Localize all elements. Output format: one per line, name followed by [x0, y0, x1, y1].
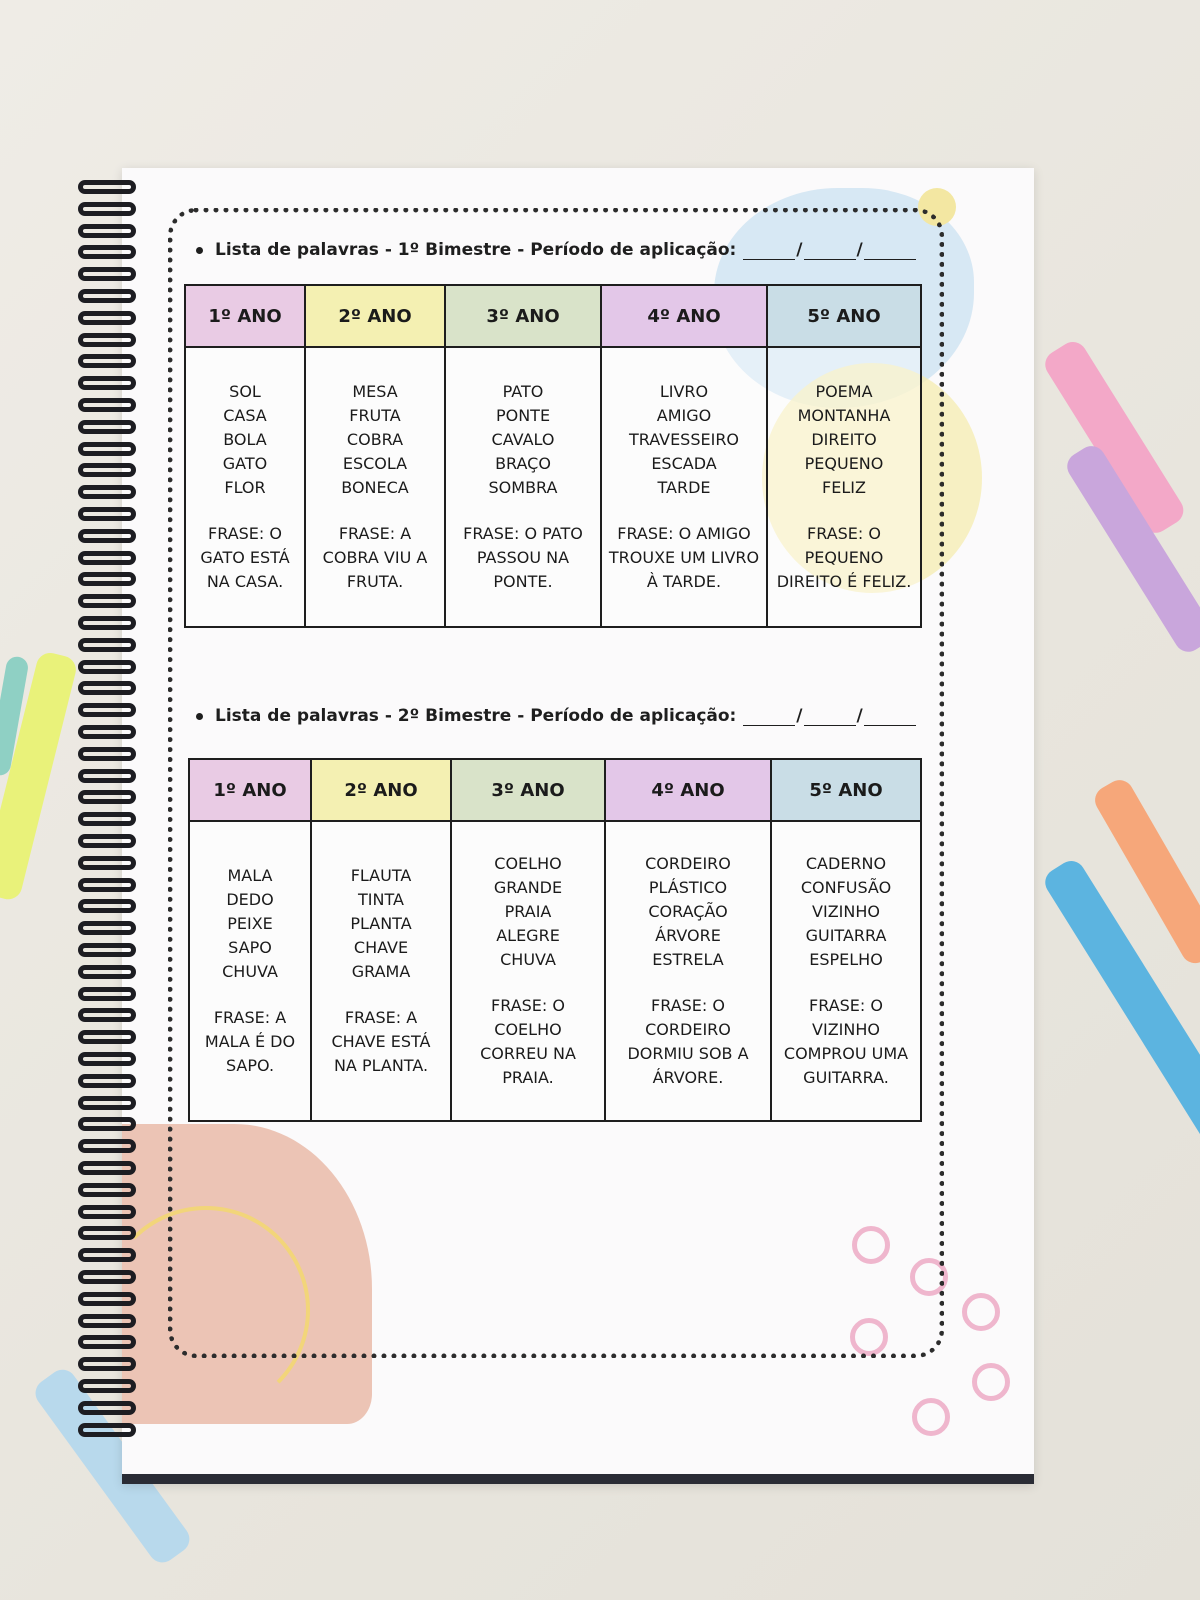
- spiral-coil: [78, 333, 136, 347]
- word-list: [318, 864, 444, 984]
- cell-ano-2: [305, 347, 445, 627]
- phrase-text: FRASE: A COBRA VIU A FRUTA.: [322, 524, 428, 591]
- bullet-icon: [196, 247, 203, 254]
- word-item: CHUVA: [222, 962, 278, 981]
- heading-bimestre-1: [196, 240, 917, 260]
- word-item: PRAIA: [504, 902, 552, 921]
- col-header-ano-3: 3º ANO: [445, 285, 601, 347]
- cell-ano-3: [445, 347, 601, 627]
- spiral-coil: [78, 594, 136, 608]
- date-blank-day: [743, 711, 795, 726]
- heading-text: Lista de palavras - 2º Bimestre - Período de aplicação:: [215, 706, 737, 726]
- phrase-text: FRASE: A CHAVE ESTÁ NA PLANTA.: [331, 1008, 431, 1075]
- phrase-text: FRASE: O COELHO CORREU NA PRAIA.: [480, 996, 576, 1087]
- date-blank-year: [864, 245, 916, 260]
- col-header-ano-1: 1º ANO: [185, 285, 305, 347]
- word-item: LIVRO: [659, 382, 709, 401]
- spiral-coil: [78, 551, 136, 565]
- heading-bimestre-2: [196, 706, 917, 726]
- word-item: GUITARRA: [805, 926, 887, 945]
- word-item: GATO: [222, 454, 268, 473]
- spiral-coil: [78, 376, 136, 390]
- cell-ano-4: [605, 821, 771, 1121]
- spiral-coil: [78, 921, 136, 935]
- col-header-ano-5: 5º ANO: [771, 759, 921, 821]
- spiral-coil: [78, 987, 136, 1001]
- decor-ring: [972, 1363, 1010, 1401]
- word-item: FLOR: [224, 478, 266, 497]
- phrase-text: FRASE: O PATO PASSOU NA PONTE.: [463, 524, 583, 591]
- word-item: COBRA: [346, 430, 404, 449]
- table-bimestre-2: [188, 758, 922, 1122]
- spiral-coil: [78, 834, 136, 848]
- word-item: PEQUENO: [804, 454, 884, 473]
- spiral-coil: [78, 812, 136, 826]
- date-blank-day: [743, 245, 795, 260]
- word-item: TARDE: [657, 478, 711, 497]
- word-item: PEIXE: [227, 914, 273, 933]
- table-header-row: [185, 285, 921, 347]
- word-item: CASA: [223, 406, 267, 425]
- word-item: PONTE: [495, 406, 551, 425]
- spiral-coil: [78, 507, 136, 521]
- spiral-coil: [78, 1292, 136, 1306]
- col-header-ano-4: 4º ANO: [605, 759, 771, 821]
- phrase-text: FRASE: A MALA É DO SAPO.: [204, 1008, 296, 1075]
- spiral-coil: [78, 1357, 136, 1371]
- cell-ano-4: [601, 347, 767, 627]
- spiral-coil: [78, 311, 136, 325]
- heading-text: Lista de palavras - 1º Bimestre - Período de aplicação:: [215, 240, 737, 260]
- phrase-text: FRASE: O PEQUENO DIREITO É FELIZ.: [776, 524, 912, 591]
- word-item: MESA: [352, 382, 398, 401]
- spiral-coil: [78, 703, 136, 717]
- word-item: CORDEIRO: [645, 854, 731, 873]
- spiral-coil: [78, 681, 136, 695]
- spiral-coil: [78, 769, 136, 783]
- word-list: [312, 380, 438, 500]
- spiral-coil: [78, 442, 136, 456]
- page-bottom-bar: [122, 1474, 1034, 1484]
- spiral-coil: [78, 856, 136, 870]
- word-item: SAPO: [228, 938, 272, 957]
- word-item: CHUVA: [500, 950, 556, 969]
- word-item: BOLA: [223, 430, 267, 449]
- word-item: CORAÇÃO: [648, 902, 728, 921]
- table-bimestre-1: [184, 284, 922, 628]
- word-item: SOL: [229, 382, 261, 401]
- col-header-ano-4: 4º ANO: [601, 285, 767, 347]
- word-item: DEDO: [226, 890, 274, 909]
- phrase-text: FRASE: O VIZINHO COMPROU UMA GUITARRA.: [783, 996, 909, 1087]
- spiral-coil: [78, 572, 136, 586]
- spiral-coil: [78, 616, 136, 630]
- spiral-coil: [78, 180, 136, 194]
- spiral-coil: [78, 485, 136, 499]
- word-item: POEMA: [815, 382, 873, 401]
- date-separator: /: [856, 706, 863, 726]
- spiral-coil: [78, 202, 136, 216]
- spiral-coil: [78, 660, 136, 674]
- spiral-coil: [78, 943, 136, 957]
- word-item: CONFUSÃO: [800, 878, 892, 897]
- spiral-coil: [78, 1423, 136, 1437]
- col-header-ano-3: 3º ANO: [451, 759, 605, 821]
- word-item: PLÁSTICO: [648, 878, 728, 897]
- word-list: [778, 852, 914, 972]
- word-item: ESCOLA: [342, 454, 408, 473]
- phrase-text: FRASE: O AMIGO TROUXE UM LIVRO À TARDE.: [608, 524, 760, 591]
- word-item: FELIZ: [822, 478, 866, 497]
- word-item: CADERNO: [805, 854, 887, 873]
- spiral-coil: [78, 1074, 136, 1088]
- spiral-coil: [78, 790, 136, 804]
- spiral-coil: [78, 1335, 136, 1349]
- phrase-text: FRASE: O CORDEIRO DORMIU SOB A ÁRVORE.: [627, 996, 749, 1087]
- word-item: PLANTA: [350, 914, 412, 933]
- word-item: CHAVE: [353, 938, 409, 957]
- spiral-coil: [78, 1248, 136, 1262]
- decor-ring: [962, 1293, 1000, 1331]
- table-row: [189, 821, 921, 1121]
- word-item: GRANDE: [493, 878, 563, 897]
- word-item: TRAVESSEIRO: [628, 430, 740, 449]
- spiral-coil: [78, 289, 136, 303]
- date-blank-month: [804, 245, 856, 260]
- date-separator: /: [796, 240, 803, 260]
- spiral-coil: [78, 1270, 136, 1284]
- table-header-row: [189, 759, 921, 821]
- spiral-binding: [78, 180, 138, 1460]
- table-row: [185, 347, 921, 627]
- cell-ano-1: [185, 347, 305, 627]
- spiral-coil: [78, 529, 136, 543]
- col-header-ano-2: 2º ANO: [311, 759, 451, 821]
- spiral-coil: [78, 878, 136, 892]
- word-list: [612, 852, 764, 972]
- spiral-coil: [78, 245, 136, 259]
- spiral-coil: [78, 1161, 136, 1175]
- spiral-coil: [78, 1314, 136, 1328]
- word-item: VIZINHO: [812, 902, 880, 921]
- word-list: [192, 380, 298, 500]
- spiral-coil: [78, 463, 136, 477]
- date-separator: /: [856, 240, 863, 260]
- word-item: PATO: [502, 382, 544, 401]
- cell-ano-3: [451, 821, 605, 1121]
- spiral-coil: [78, 1139, 136, 1153]
- spiral-coil: [78, 1379, 136, 1393]
- word-item: GRAMA: [351, 962, 411, 981]
- word-list: [196, 864, 304, 984]
- spiral-coil: [78, 224, 136, 238]
- spiral-coil: [78, 1117, 136, 1131]
- word-item: ESPELHO: [809, 950, 883, 969]
- spiral-coil: [78, 354, 136, 368]
- word-item: ESTRELA: [652, 950, 724, 969]
- spiral-coil: [78, 398, 136, 412]
- spiral-coil: [78, 1226, 136, 1240]
- word-item: TINTA: [358, 890, 404, 909]
- word-item: BONECA: [341, 478, 409, 497]
- date-separator: /: [796, 706, 803, 726]
- spiral-coil: [78, 1030, 136, 1044]
- word-item: MONTANHA: [797, 406, 891, 425]
- word-item: MALA: [227, 866, 273, 885]
- date-blank-year: [864, 711, 916, 726]
- word-item: BRAÇO: [495, 454, 551, 473]
- date-blank-month: [804, 711, 856, 726]
- cell-ano-5: [771, 821, 921, 1121]
- word-item: ÁRVORE: [655, 926, 721, 945]
- col-header-ano-5: 5º ANO: [767, 285, 921, 347]
- word-item: AMIGO: [656, 406, 712, 425]
- word-item: FLAUTA: [350, 866, 412, 885]
- spiral-coil: [78, 638, 136, 652]
- spiral-coil: [78, 420, 136, 434]
- col-header-ano-1: 1º ANO: [189, 759, 311, 821]
- spiral-coil: [78, 1096, 136, 1110]
- spiral-coil: [78, 1401, 136, 1415]
- col-header-ano-2: 2º ANO: [305, 285, 445, 347]
- cell-ano-2: [311, 821, 451, 1121]
- word-item: COELHO: [494, 854, 562, 873]
- spiral-coil: [78, 1052, 136, 1066]
- spiral-coil: [78, 1008, 136, 1022]
- spiral-coil: [78, 965, 136, 979]
- spiral-coil: [78, 899, 136, 913]
- phrase-text: FRASE: O GATO ESTÁ NA CASA.: [200, 524, 290, 591]
- cell-ano-5: [767, 347, 921, 627]
- word-list: [774, 380, 914, 500]
- word-list: [452, 380, 594, 500]
- spiral-coil: [78, 267, 136, 281]
- decor-ring: [912, 1398, 950, 1436]
- spiral-coil: [78, 1183, 136, 1197]
- word-item: ESCADA: [651, 454, 717, 473]
- word-item: ALEGRE: [496, 926, 560, 945]
- word-list: [608, 380, 760, 500]
- spiral-coil: [78, 747, 136, 761]
- spiral-coil: [78, 725, 136, 739]
- spiral-coil: [78, 1205, 136, 1219]
- word-item: SOMBRA: [488, 478, 558, 497]
- cell-ano-1: [189, 821, 311, 1121]
- word-item: DIREITO: [811, 430, 877, 449]
- word-item: CAVALO: [491, 430, 555, 449]
- word-item: FRUTA: [349, 406, 401, 425]
- bullet-icon: [196, 713, 203, 720]
- word-list: [458, 852, 598, 972]
